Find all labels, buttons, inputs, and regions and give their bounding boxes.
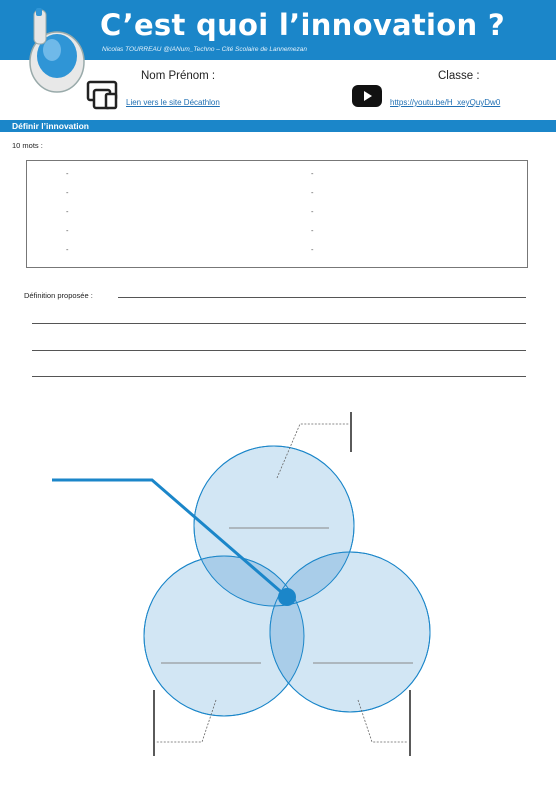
definition-answer-line xyxy=(118,297,526,298)
youtube-video-link[interactable]: https://youtu.be/H_xeyQuyDw0 xyxy=(390,98,501,107)
devices-icon xyxy=(86,80,120,110)
definition-label: Définition proposée : xyxy=(24,291,93,300)
venn-diagram xyxy=(0,400,556,770)
class-label: Classe : xyxy=(438,70,480,82)
word-slot-left-2: - xyxy=(66,188,69,197)
section-title: Définir l’innovation xyxy=(12,121,89,131)
word-slot-left-1: - xyxy=(66,169,69,178)
words-box xyxy=(26,160,528,268)
definition-answer-line xyxy=(32,323,526,324)
page-subtitle: Nicolas TOURREAU @IANum_Techno – Cité Scolaire de Lannemezan xyxy=(102,46,307,53)
definition-answer-line xyxy=(32,376,526,377)
word-slot-left-3: - xyxy=(66,207,69,216)
pointer-dot xyxy=(278,588,296,606)
words-label: 10 mots : xyxy=(12,141,43,150)
page-title: C’est quoi l’innovation ? xyxy=(100,8,505,42)
youtube-icon xyxy=(352,85,382,107)
name-label: Nom Prénom : xyxy=(141,70,216,82)
word-slot-right-5: - xyxy=(311,245,314,254)
decathlon-site-link[interactable]: Lien vers le site Décathlon xyxy=(126,98,220,107)
word-slot-left-4: - xyxy=(66,226,69,235)
word-slot-right-4: - xyxy=(311,226,314,235)
snorkel-mask-icon xyxy=(26,4,88,94)
word-slot-right-1: - xyxy=(311,169,314,178)
word-slot-left-5: - xyxy=(66,245,69,254)
definition-answer-line xyxy=(32,350,526,351)
word-slot-right-3: - xyxy=(311,207,314,216)
word-slot-right-2: - xyxy=(311,188,314,197)
